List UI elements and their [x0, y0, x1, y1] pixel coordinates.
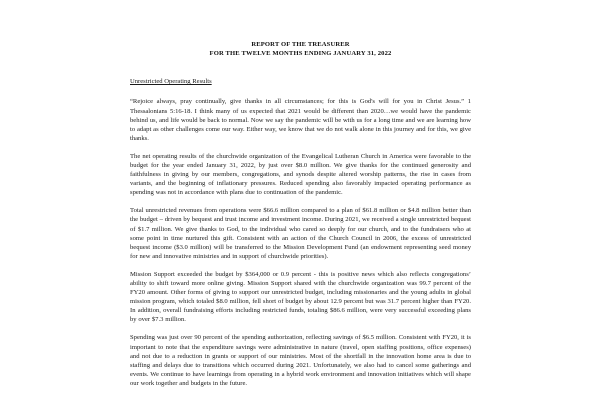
paragraph-total-unrestricted-revenues: Total unrestricted revenues from operations were $66.6 million compared to a plan of $61.8 million or $4.8 million better than the budget – driven by bequest and trust income and investment income. During 2021, we received a single unrestricted bequest of $1.7 million. We give thanks to God, to the individual who cared so deeply for our church, and to the fundraisers who at some point in time nurtured this gift. Consistent with an action of the Church Council in 2006, the excess of unrestricted bequest income ($3.0 million) will be transferred to the Mission Development Fund (an endowment representing seed money for new and innovative ministries and in support of churchwide priorities).: [130, 207, 471, 260]
paragraph-mission-support: Mission Support exceeded the budget by $364,000 or 0.9 percent - this is positive news which also reflects congregations’ ability to shift toward more online giving. Mission Support shared with the churchwide organization was 99.7 percent of the FY20 amount. Other forms of giving to support our unrestricted budget, including missionaries and the young adults in global mission program, which totaled $8.0 million, fell short of budget by about 12.9 percent but was 31.7 percent higher than FY20. In addition, overall fundraising efforts including restricted funds, totaling $86.6 million, were very successful exceeding plans by over $7.3 million.: [130, 270, 471, 324]
document-content: [130, 40, 471, 388]
section-heading-wrap: [130, 58, 471, 88]
document-title-line-1: REPORT OF THE TREASURER: [251, 41, 350, 48]
paragraph-scripture-intro: “Rejoice always, pray continually, give thanks in all circumstances; for this is God's will for you in Christ Jesus.” 1 Thessalonians 5:16-18. I think many of us expected that 2021 would be different than 2020…we would have the pandemic behind us, and life would be back to normal. Now we say the pandemic will be with us for a long time and we are learning how to adapt as other challenges come our way. Either way, we know that we do not walk alone in this journey and for this, we give thanks.: [130, 98, 471, 142]
document-title-line-2: FOR THE TWELVE MONTHS ENDING JANUARY 31, 2022: [209, 50, 392, 58]
section-heading-unrestricted-operating-results: Unrestricted Operating Results: [130, 78, 212, 86]
paragraph-net-operating-results: The net operating results of the churchwide organization of the Evangelical Lutheran Church in America were favorable to the budget for the year ended January 31, 2022, by just over $8.0 million. We give thanks for the continued generosity and faithfulness in giving by our members, congregations, and synods despite altered worship patterns, the rise in cases from variants, and the beginning of inflationary pressures. Reduced spending also favorably impacted operating performance as spending was not in accordance with plans due to continuation of the pandemic.: [130, 152, 471, 197]
paragraph-spending: Spending was just over 90 percent of the spending authorization, reflecting savings of $6.5 million. Consistent with FY20, it is important to note that the expenditure savings were administrative in nature (travel, open staffing positions, office expenses) and not due to a reduction in grants or support of our ministries. Most of the shortfall in the innovation home area is due to staffing and delays due to transitions which occurred during 2021. Unfortunately, we also had to cancel some gatherings and events. We continue to have learnings from operating in a hybrid work environment and innovation initiatives which will shape our work together and budgets in the future.: [130, 334, 471, 387]
document-title: [130, 40, 471, 58]
